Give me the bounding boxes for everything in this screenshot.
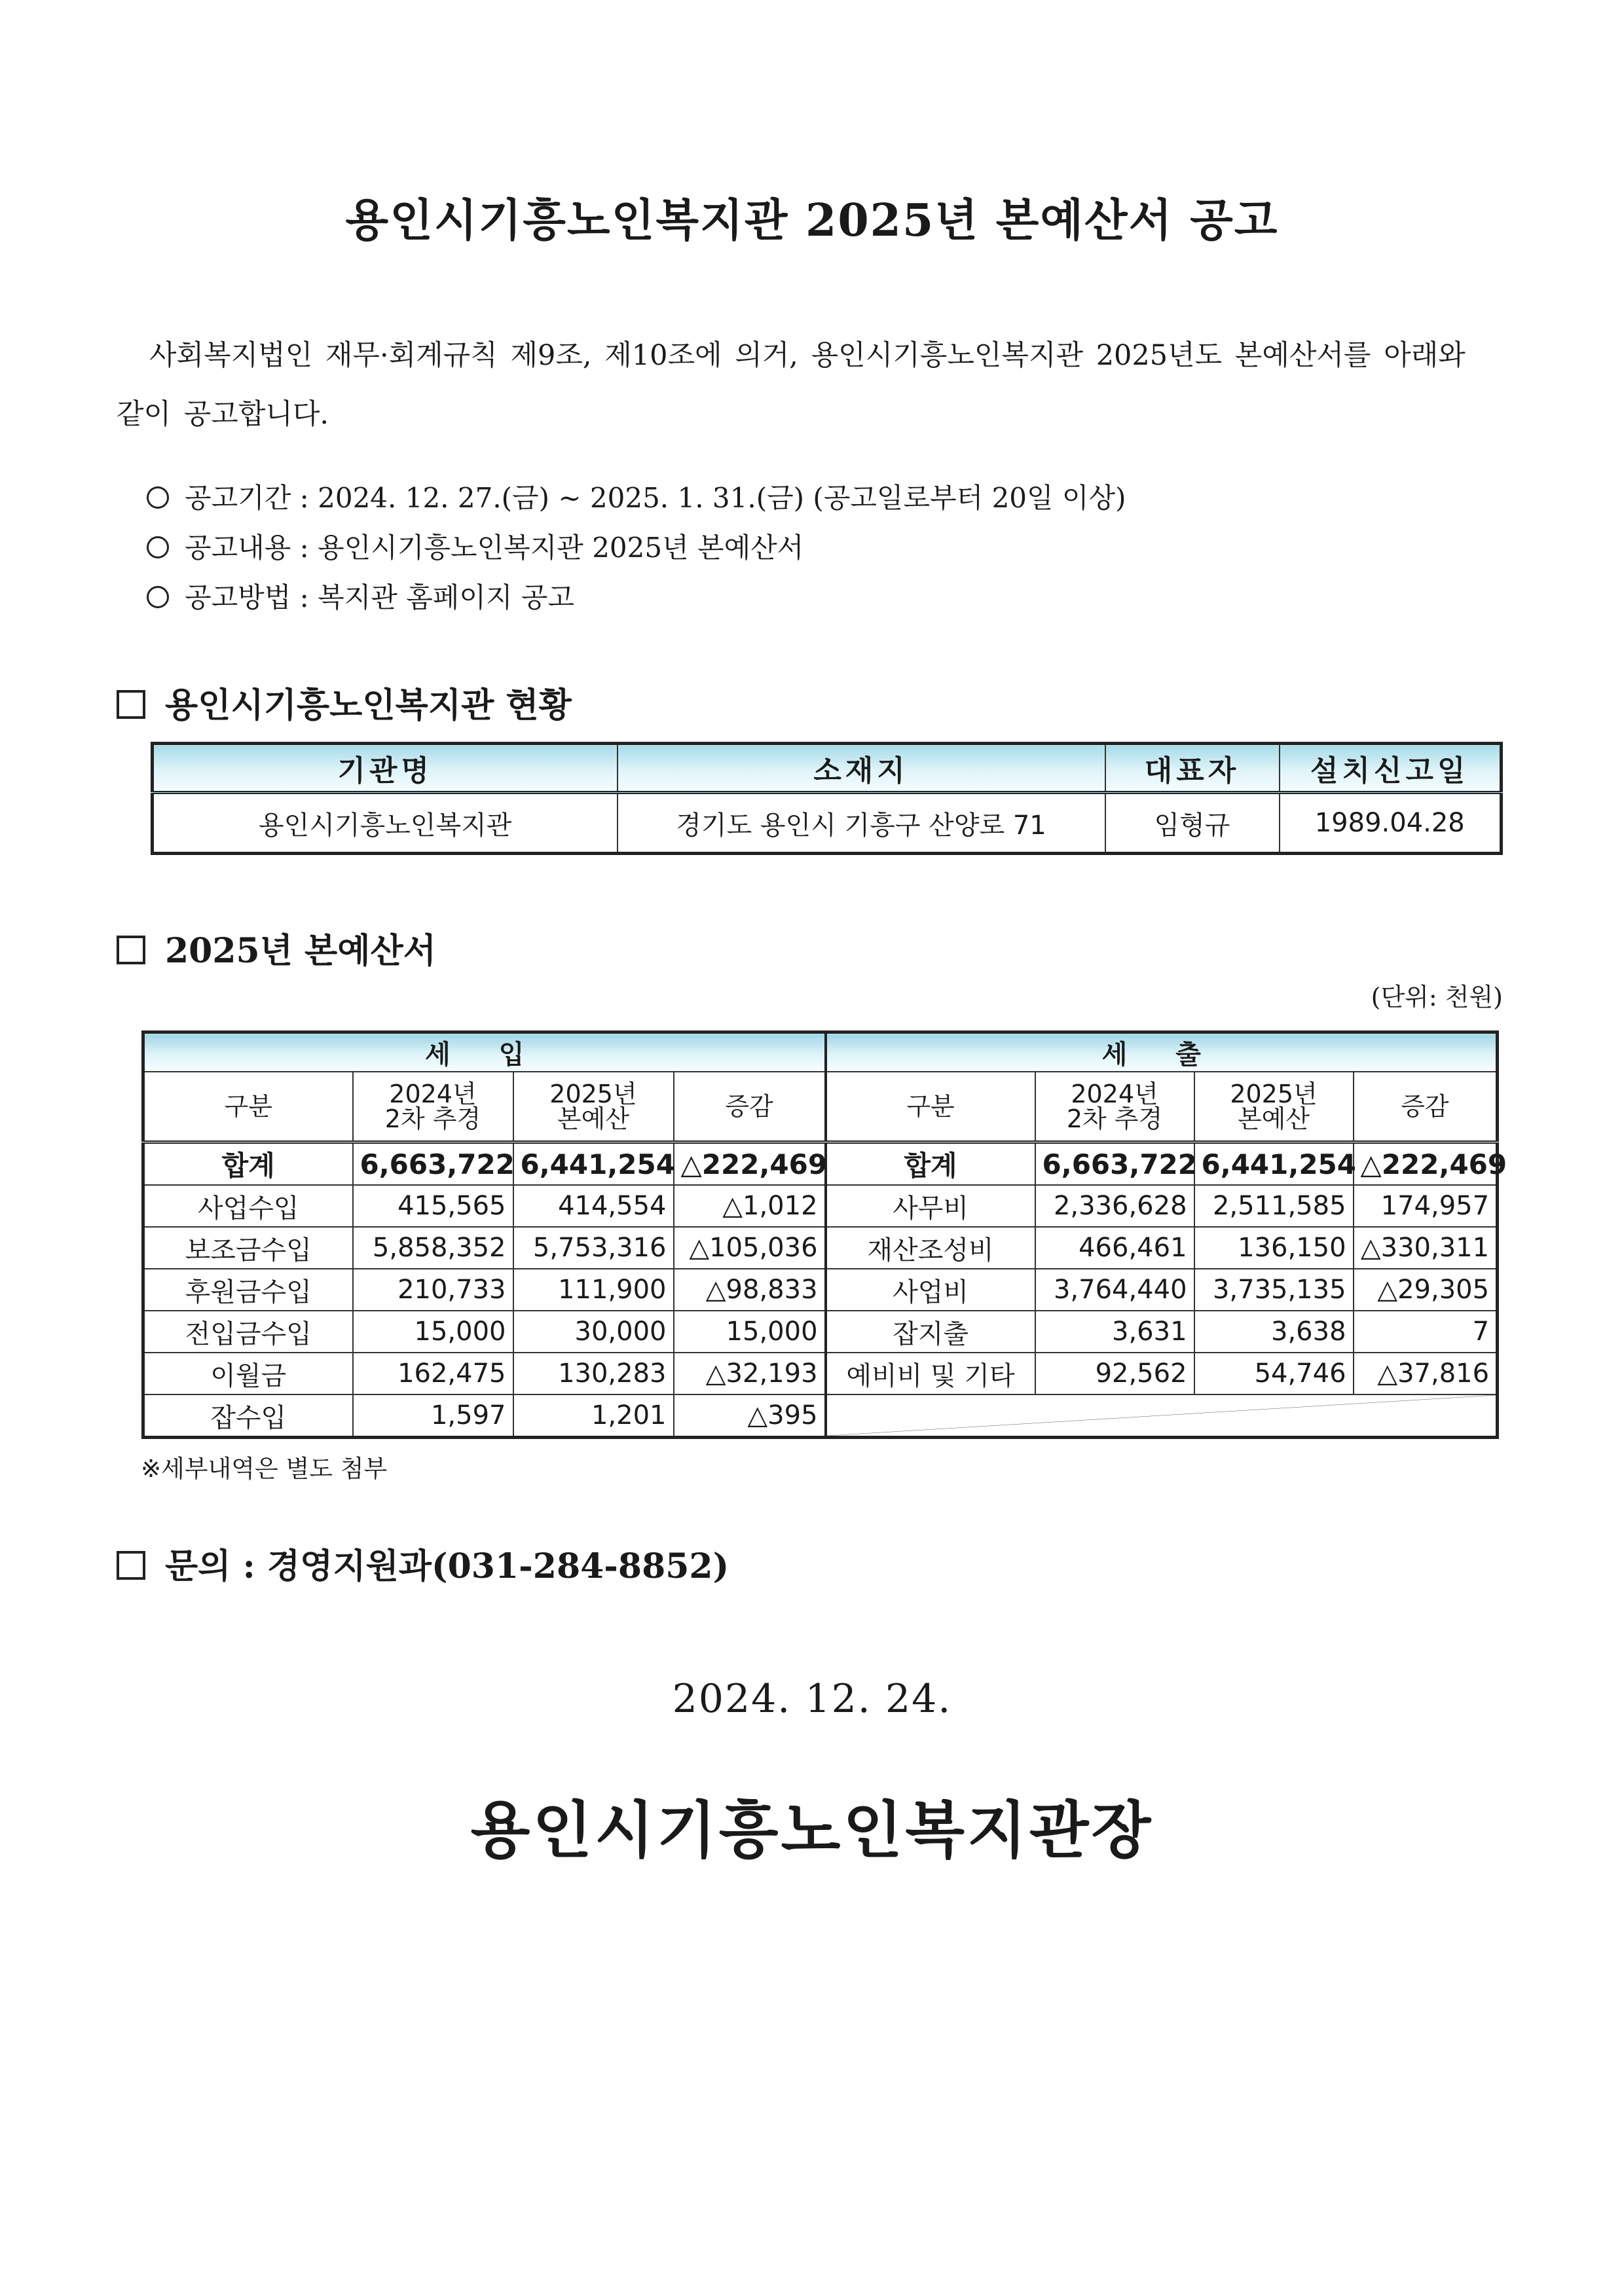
income-category: 전입금수입 — [143, 1311, 353, 1353]
income-diff-value: △105,036 — [674, 1227, 826, 1269]
expense-prev-value: 2,336,628 — [1035, 1185, 1194, 1227]
table-row — [143, 1353, 1498, 1394]
circle-bullet-icon — [147, 586, 169, 608]
income-curr-value: 30,000 — [513, 1311, 674, 1353]
registration-date: 1989.04.28 — [1280, 793, 1502, 854]
square-bullet-icon — [117, 690, 145, 719]
income-category-header: 구분 — [143, 1072, 353, 1142]
income-category: 사업수입 — [143, 1185, 353, 1227]
unit-label: (단위: 천원) — [1371, 983, 1503, 1011]
income-curr-value: 130,283 — [513, 1353, 674, 1394]
income-group-label: 세 입 — [143, 1032, 826, 1072]
intro-line-1: 사회복지법인 재무·회계규칙 제9조, 제10조에 의거, 용인시기흥노인복지관 2025년도 본예산서를 아래와 — [149, 339, 1466, 372]
intro-line-2: 같이 공고합니다. — [117, 398, 329, 431]
expense-category: 예비비 및 기타 — [826, 1353, 1035, 1394]
expense-prev-value: 3,631 — [1035, 1311, 1194, 1353]
notice-details — [147, 473, 1126, 623]
income-category: 합계 — [143, 1142, 353, 1186]
notice-date: 2024. 12. 24. — [672, 1676, 952, 1722]
income-curr-value: 5,753,316 — [513, 1227, 674, 1269]
expense-category-header: 구분 — [826, 1072, 1035, 1142]
expense-prev-value: 92,562 — [1035, 1353, 1194, 1394]
table-row — [143, 1185, 1498, 1227]
income-curr-value: 111,900 — [513, 1269, 674, 1311]
income-prev-value: 1,597 — [353, 1394, 513, 1438]
expense-diff-header: 증감 — [1354, 1072, 1498, 1142]
income-diff-value: △395 — [674, 1394, 826, 1438]
attachment-note: ※세부내역은 별도 첨부 — [141, 1455, 388, 1483]
expense-curr-header: 2025년 본예산 — [1194, 1072, 1354, 1142]
expense-prev-value: 6,663,722 — [1035, 1142, 1194, 1186]
notice-method: 공고방법 : 복지관 홈페이지 공고 — [147, 573, 1126, 623]
table-row — [143, 1269, 1498, 1311]
square-bullet-icon — [117, 1551, 145, 1580]
expense-category: 합계 — [826, 1142, 1035, 1186]
income-curr-value: 1,201 — [513, 1394, 674, 1438]
table-row — [143, 1227, 1498, 1269]
income-diff-value: 15,000 — [674, 1311, 826, 1353]
expense-prev-value: 3,764,440 — [1035, 1269, 1194, 1311]
expense-prev-value: 466,461 — [1035, 1227, 1194, 1269]
expense-curr-value: 3,735,135 — [1194, 1269, 1354, 1311]
budget-group-header — [143, 1032, 1498, 1072]
section-heading-budget: 2025년 본예산서 — [117, 923, 436, 972]
expense-diff-value: △330,311 — [1354, 1227, 1498, 1269]
income-prev-value: 162,475 — [353, 1353, 513, 1394]
income-curr-header: 2025년 본예산 — [513, 1072, 674, 1142]
header-registration-date: 설치신고일 — [1280, 744, 1502, 793]
section-heading-status: 용인시기흥노인복지관 현황 — [117, 678, 572, 727]
circle-bullet-icon — [147, 486, 169, 509]
status-table-row — [153, 793, 1502, 854]
income-prev-value: 210,733 — [353, 1269, 513, 1311]
intro-paragraph — [117, 326, 1511, 444]
page-title: 용인시기흥노인복지관 2025년 본예산서 공고 — [345, 194, 1279, 247]
income-diff-value: △1,012 — [674, 1185, 826, 1227]
expense-category: 재산조성비 — [826, 1227, 1035, 1269]
expense-prev-header: 2024년 2차 추경 — [1035, 1072, 1194, 1142]
income-diff-header: 증감 — [674, 1072, 826, 1142]
signature: 용인시기흥노인복지관장 — [470, 1795, 1154, 1867]
header-org-name: 기관명 — [153, 744, 618, 793]
income-diff-value: △222,469 — [674, 1142, 826, 1186]
expense-diff-value: 7 — [1354, 1311, 1498, 1353]
income-category: 잡수입 — [143, 1394, 353, 1438]
address: 경기도 용인시 기흥구 산양로 71 — [618, 793, 1105, 854]
status-table-header — [153, 744, 1502, 793]
expense-diff-value: △37,816 — [1354, 1353, 1498, 1394]
header-representative: 대표자 — [1105, 744, 1280, 793]
empty-cell — [826, 1394, 1498, 1438]
expense-curr-value: 2,511,585 — [1194, 1185, 1354, 1227]
income-prev-value: 5,858,352 — [353, 1227, 513, 1269]
notice-period: 공고기간 : 2024. 12. 27.(금) ~ 2025. 1. 31.(금) (공고일로부터 20일 이상) — [147, 473, 1126, 523]
income-prev-header: 2024년 2차 추경 — [353, 1072, 513, 1142]
expense-diff-value: △29,305 — [1354, 1269, 1498, 1311]
income-curr-value: 6,441,254 — [513, 1142, 674, 1186]
expense-curr-value: 6,441,254 — [1194, 1142, 1354, 1186]
org-name: 용인시기흥노인복지관 — [153, 793, 618, 854]
table-row — [143, 1311, 1498, 1353]
expense-diff-value: 174,957 — [1354, 1185, 1498, 1227]
square-bullet-icon — [117, 936, 145, 964]
expense-group-label: 세 출 — [826, 1032, 1498, 1072]
table-row — [143, 1394, 1498, 1438]
expense-category: 잡지출 — [826, 1311, 1035, 1353]
diagonal-line — [827, 1395, 1496, 1436]
income-category: 보조금수입 — [143, 1227, 353, 1269]
income-prev-value: 415,565 — [353, 1185, 513, 1227]
expense-diff-value: △222,469 — [1354, 1142, 1498, 1186]
table-row — [143, 1142, 1498, 1186]
budget-table — [141, 1030, 1507, 1439]
expense-category: 사무비 — [826, 1185, 1035, 1227]
income-diff-value: △32,193 — [674, 1353, 826, 1394]
income-curr-value: 414,554 — [513, 1185, 674, 1227]
income-prev-value: 6,663,722 — [353, 1142, 513, 1186]
expense-curr-value: 54,746 — [1194, 1353, 1354, 1394]
income-prev-value: 15,000 — [353, 1311, 513, 1353]
income-category: 이월금 — [143, 1353, 353, 1394]
status-table — [151, 742, 1503, 855]
header-address: 소재지 — [618, 744, 1105, 793]
expense-curr-value: 136,150 — [1194, 1227, 1354, 1269]
notice-content: 공고내용 : 용인시기흥노인복지관 2025년 본예산서 — [147, 523, 1126, 573]
budget-column-header — [143, 1072, 1498, 1142]
contact-line: 문의 : 경영지원과(031-284-8852) — [117, 1539, 729, 1588]
representative: 임형규 — [1105, 793, 1280, 854]
expense-curr-value: 3,638 — [1194, 1311, 1354, 1353]
circle-bullet-icon — [147, 536, 169, 558]
income-category: 후원금수입 — [143, 1269, 353, 1311]
expense-category: 사업비 — [826, 1269, 1035, 1311]
income-diff-value: △98,833 — [674, 1269, 826, 1311]
